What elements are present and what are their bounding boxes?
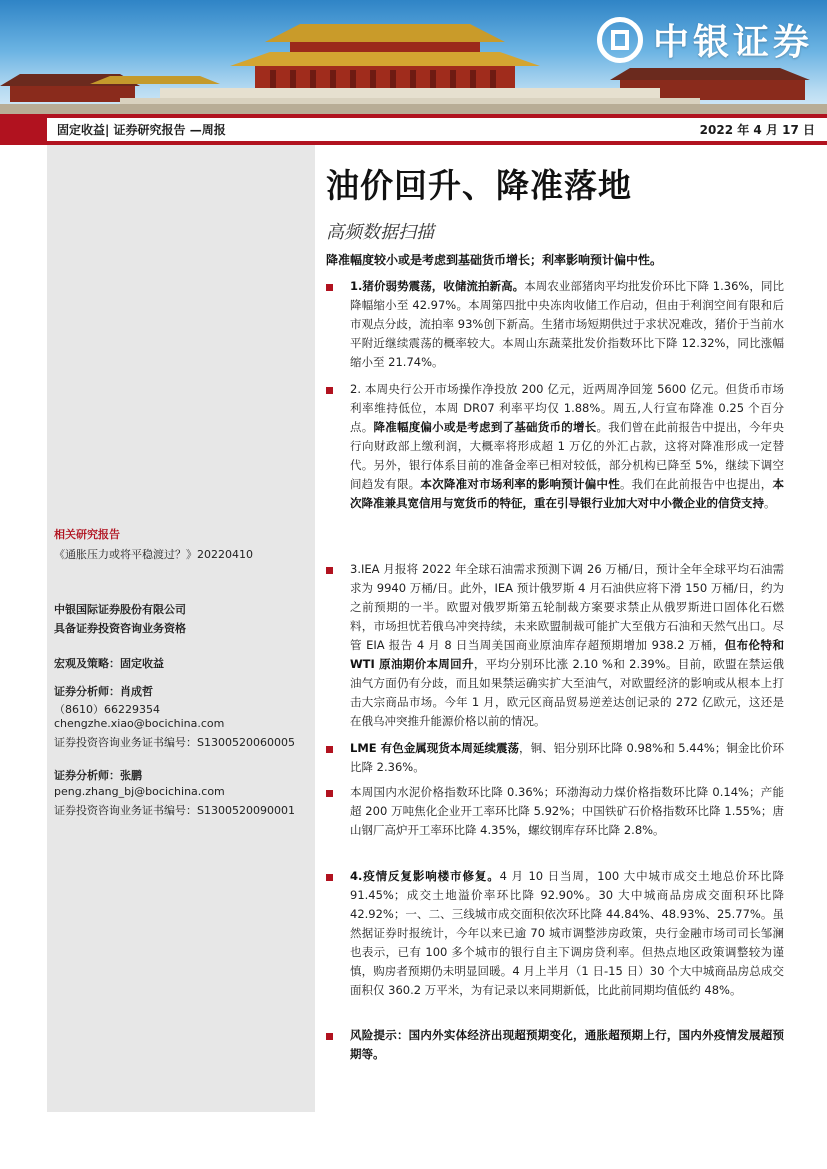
bullet-property: 4.疫情反复影响楼市修复。4 月 10 日当周，100 大中城市成交土地总价环比降 91.45%；成交土地溢价率环比降 92.90%。30 大中城商品房成交面积环比降 42.92%；一、二、三线城市成交面积依次环比降 44.84%、48.93%、25.77%。虽然据证券时报统计，今年以来已逾 70 城市调整涉房政策，央行金融市场司司长邹澜也表示，已有 100 多个城市的银行自主下调房贷利率。但热点地区政策调整较为谨慎，购房者预期仍未明显回暖。4 月上半月（1 日-15 日）30 个大中城商品房总成交面积仅 360.2 万平米，为有记录以来同期新低，比此前同期均值低约 48%。	[350, 869, 784, 997]
bullet-marker	[326, 746, 333, 753]
related-reports-heading: 相关研究报告	[54, 528, 120, 541]
header-banner	[0, 0, 827, 114]
company-name: 中银国际证券股份有限公司	[54, 603, 186, 616]
bullet-marker	[326, 387, 333, 394]
analyst1-email[interactable]: chengzhe.xiao@bocichina.com	[54, 717, 225, 730]
bullet-metals: LME 有色金属现货本周延续震荡，铜、铝分别环比降 0.98%和 5.44%；铜金比价环比降 2.36%。	[350, 741, 784, 774]
analyst2-name: 证券分析师：张鹏	[54, 769, 142, 782]
related-report-link[interactable]: 《通胀压力或将平稳渡过？》20220410	[54, 548, 253, 561]
strategy-label: 宏观及策略：固定收益	[54, 657, 164, 670]
analyst1-phone: （8610）66229354	[54, 703, 160, 716]
bullet-marker	[326, 790, 333, 797]
report-category: 固定收益| 证券研究报告 —周报	[57, 123, 226, 137]
bullet-marker	[326, 567, 333, 574]
bullet-risk: 风险提示：国内外实体经济出现超预期变化，通胀超预期上行，国内外疫情发展超预期等。	[350, 1028, 784, 1061]
analyst2-certificate: 证券投资咨询业务证书编号：S1300520090001	[54, 804, 295, 817]
brand-logo	[597, 14, 813, 65]
bullet-monetary: 2. 本周央行公开市场操作净投放 200 亿元，近两周净回笼 5600 亿元。但货币市场利率维持低位，本周 DR07 利率平均仅 1.88%。周五,人行宣布降准 0.25 个百分点。降准幅度偏小或是考虑到了基础货币的增长。我们曾在此前报告中提出，今年央行向财政部上缴利润，大概率将形成超 1 万亿的外汇占款，这将对降准形成一定替代。另外，银行体系目前的准备金率已相对较低，部分机构已降至 5%，继续下调空间趋发有限。本次降准对市场利率的影响预计偏中性。我们在此前报告中也提出，本次降准兼具宽信用与宽货币的特征，重在引导银行业加大对中小微企业的信贷支持。	[350, 382, 785, 510]
analyst2-email[interactable]: peng.zhang_bj@bocichina.com	[54, 785, 225, 798]
company-qualification: 具备证券投资咨询业务资格	[54, 622, 186, 635]
brand-name: 中银证券	[652, 21, 813, 63]
bank-logo-icon	[597, 17, 643, 63]
bullet-oil: 3.IEA 月报将 2022 年全球石油需求预测下调 26 万桶/日，预计全年全球平均石油需求为 9940 万桶/日。此外，IEA 预计俄罗斯 4 月石油供应将下滑 150 万桶/日，约为之前预期的一半。欧盟对俄罗斯第五轮制裁方案要求禁止从俄罗斯进口固体化石燃料，市场担忧若俄乌冲突持续，未来欧盟制裁可能扩大至俄方石油和天然气出口。尽管 EIA 报告 4 月 8 日当周美国商业原油库存超预期增加 938.2 万桶，但布伦特和 WTI 原油期价本周回升，平均分别环比涨 2.10 %和 2.39%。目前，欧盟在禁运俄油气方面仍有分歧，而且如果禁运确实扩大至油气，对欧盟经济的影响或从根本上打击大宗商品市场。今年 1 月，欧元区商品贸易逆差达创记录的 272 亿欧元，这还是在俄乌冲突推升能源价格以前的情况。	[350, 562, 785, 728]
report-summary: 降准幅度较小或是考虑到基础货币增长；利率影响预计偏中性。	[326, 253, 663, 267]
analyst1-certificate: 证券投资咨询业务证书编号：S1300520060005	[54, 736, 295, 749]
bullet-marker	[326, 1033, 333, 1040]
bullet-commodities: 本周国内水泥价格指数环比降 0.36%；环渤海动力煤价格指数环比降 0.14%；产能超 200 万吨焦化企业开工率环比降 5.92%；中国铁矿石价格指数环比降 1.55%；唐山钢厂高炉开工率环比降 4.35%，螺纹钢库存环比降 2.8%。	[350, 785, 784, 837]
report-subtitle: 高频数据扫描	[326, 222, 434, 243]
report-date: 2022 年 4 月 17 日	[699, 123, 815, 137]
analyst1-name: 证券分析师：肖成哲	[54, 685, 153, 698]
report-title: 油价回升、降准落地	[326, 166, 632, 205]
report-header-bar	[0, 114, 827, 145]
bullet-marker	[326, 284, 333, 291]
bullet-marker	[326, 874, 333, 881]
bullet-pork: 1.猪价弱势震荡，收储流拍新高。本周农业部猪肉平均批发价环比下降 1.36%，同比降幅缩小至 42.97%。本周第四批中央冻肉收储工作启动，但由于利润空间有限和后市观点分歧，流拍率 93%创下新高。生猪市场短期供过于求状况难改，猪价于当前水平附近继续震荡的概率较大。本周山东蔬菜批发价指数环比下降 12.32%，同比涨幅缩小至 21.74%。	[350, 279, 784, 369]
